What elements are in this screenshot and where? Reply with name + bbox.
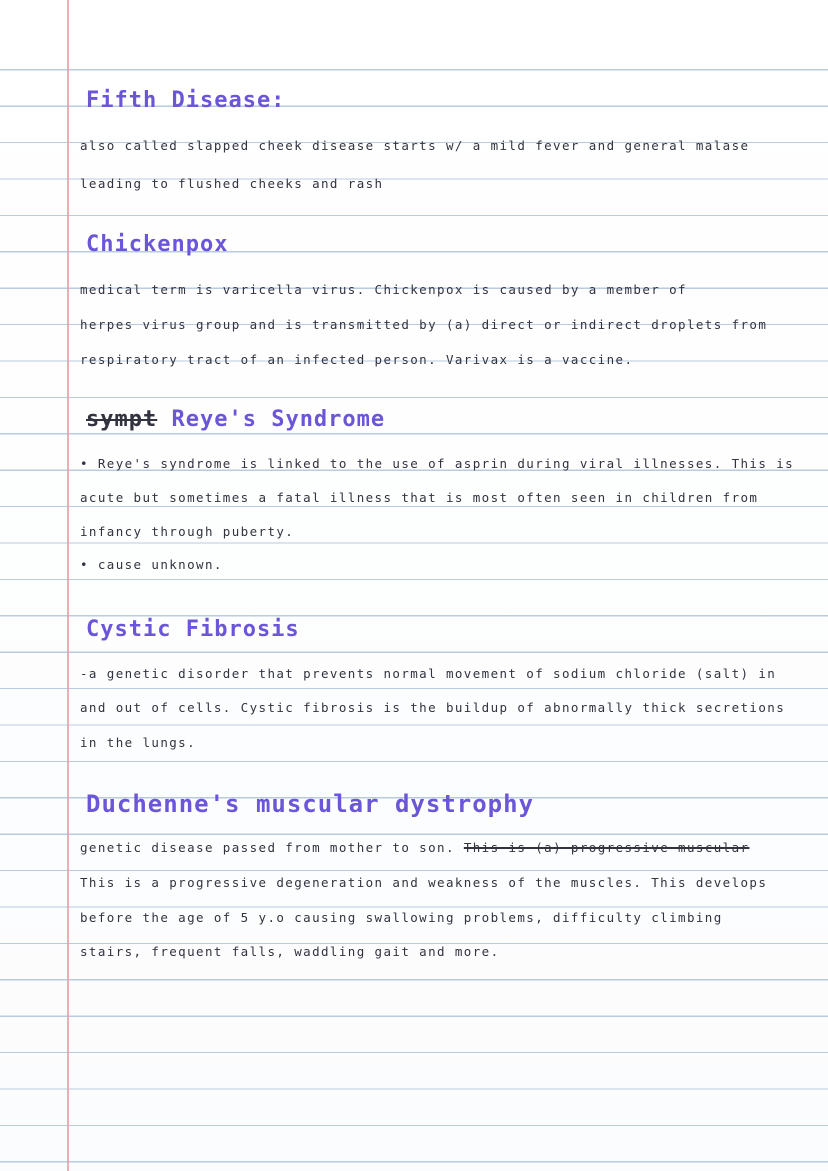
note-text: genetic disease passed from mother to son.	[80, 840, 455, 855]
note-line: also called slapped cheek disease starts w/ a mild fever and general malase	[80, 138, 750, 153]
heading-duchennes-muscular-dystrophy: Duchenne's muscular dystrophy	[86, 790, 535, 818]
crossed-out-text: This is (a) progressive muscular	[463, 840, 750, 855]
note-line: stairs, frequent falls, waddling gait and more.	[80, 944, 500, 959]
margin-line	[67, 0, 69, 1171]
note-line	[80, 840, 749, 855]
note-line: • Reye's syndrome is linked to the use of asprin during viral illnesses. This is	[80, 456, 795, 471]
note-line: and out of cells. Cystic fibrosis is the buildup of abnormally thick secretions	[80, 700, 786, 715]
heading-text: Reye's Syndrome	[171, 407, 386, 432]
crossed-out-word: sympt	[86, 407, 158, 432]
heading-cystic-fibrosis: Cystic Fibrosis	[86, 617, 300, 642]
note-line: respiratory tract of an infected person. Varivax is a vaccine.	[80, 352, 634, 367]
note-line: in the lungs.	[80, 735, 197, 750]
note-line: This is a progressive degeneration and weakness of the muscles. This develops	[80, 875, 768, 890]
note-line: -a genetic disorder that prevents normal movement of sodium chloride (salt) in	[80, 666, 777, 681]
note-line: infancy through puberty.	[80, 524, 295, 539]
heading-chickenpox: Chickenpox	[86, 232, 229, 257]
note-line: leading to flushed cheeks and rash	[80, 176, 384, 191]
note-line: acute but sometimes a fatal illness that is most often seen in children from	[80, 490, 759, 505]
notes-content	[80, 0, 810, 1171]
note-line: • cause unknown.	[80, 557, 223, 572]
note-line: before the age of 5 y.o causing swallowing problems, difficulty climbing	[80, 910, 723, 925]
heading-reyes-syndrome	[86, 407, 385, 432]
note-line: medical term is varicella virus. Chickenpox is caused by a member of	[80, 282, 687, 297]
heading-fifth-disease: Fifth Disease:	[86, 88, 286, 113]
note-line: herpes virus group and is transmitted by (a) direct or indirect droplets from	[80, 317, 768, 332]
